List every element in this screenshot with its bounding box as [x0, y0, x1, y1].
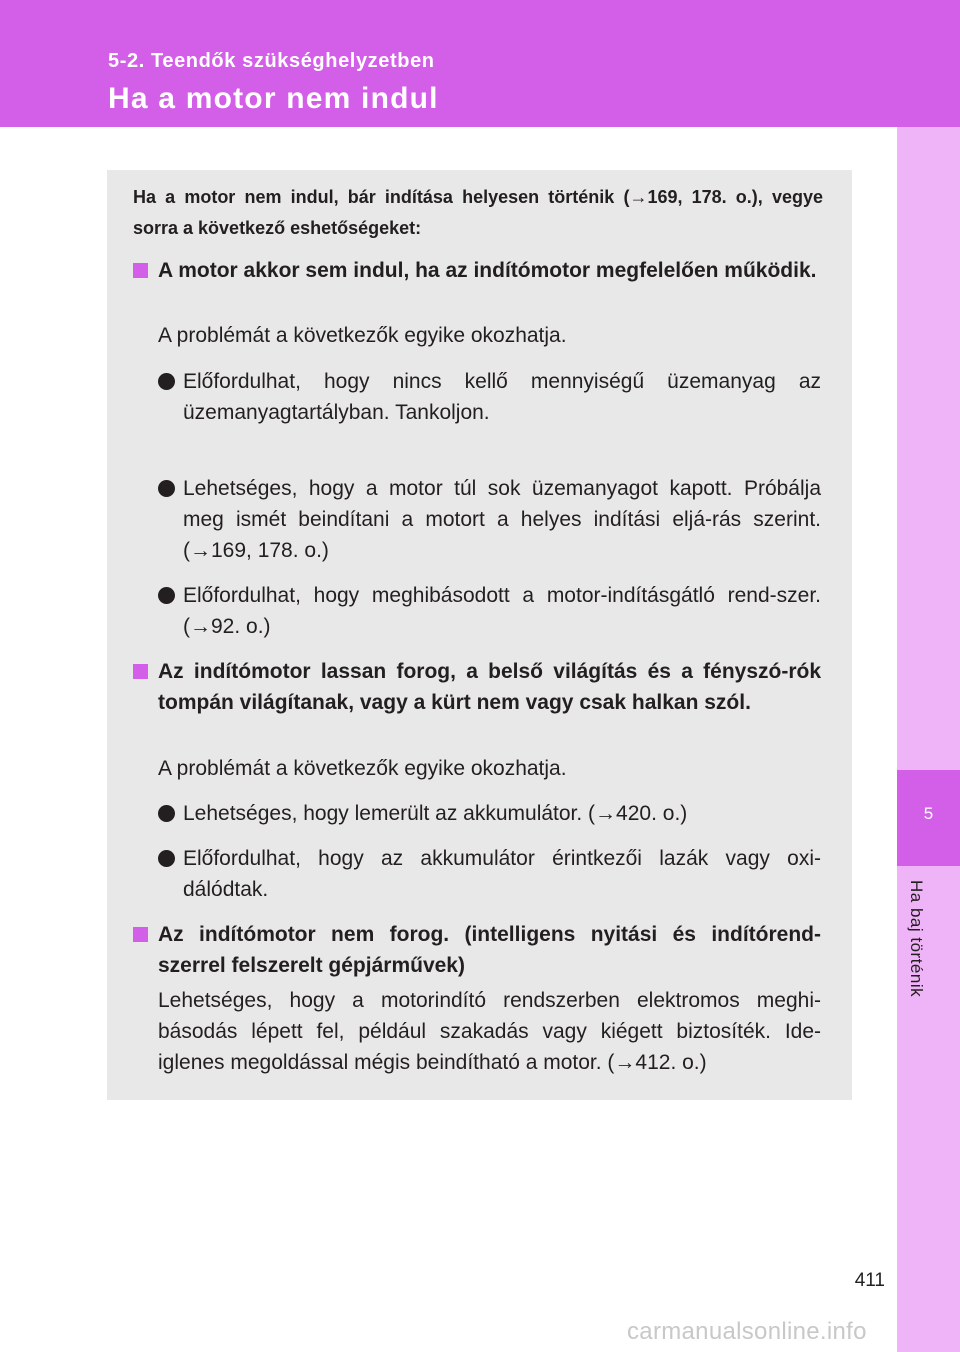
square-bullet-icon: [133, 927, 148, 942]
list-item-text: Lehetséges, hogy lemerült az akkumulátor. (→420. o.): [183, 802, 688, 825]
section-heading-text: Az indítómotor nem forog. (intelligens nyitási és indítórend-szerrel felszerelt gépjárművek): [158, 923, 821, 977]
intro-text: Ha a motor nem indul, bár indítása helyesen történik (→169, 178. o.), vegye sorra a következő eshetőségeket:: [133, 187, 823, 238]
section-heading-text: Az indítómotor lassan forog, a belső világítás és a fényszó-rók tompán világítanak, vagy a kürt nem vagy csak halkan szól.: [158, 660, 821, 714]
chapter-title: Ha baj történik: [907, 880, 926, 998]
square-bullet-icon: [133, 664, 148, 679]
chapter-tab[interactable]: [897, 770, 960, 866]
square-bullet-icon: [133, 263, 148, 278]
round-bullet-icon: [158, 850, 175, 867]
chapter-header: [0, 0, 960, 127]
page-number: 411: [854, 1270, 885, 1291]
round-bullet-icon: [158, 480, 175, 497]
list-item-text: Előfordulhat, hogy meghibásodott a motor-indításgátló rend-szer. (→92. o.): [183, 584, 821, 638]
section-body: Lehetséges, hogy a motorindító rendszerben elektromos meghi-básodás lépett fel, például szakadás vagy kiégett biztosíték. Ide-iglenes megoldással mégis beindítható a motor. (→412. o.): [158, 989, 821, 1074]
round-bullet-icon: [158, 587, 175, 604]
watermark: carmanualsonline.info: [627, 1318, 867, 1345]
section-lead: A problémát a következők egyike okozhatja.: [158, 757, 567, 780]
chapter-number: 5: [923, 804, 934, 823]
section-label: 5-2. Teendők szükséghelyzetben: [108, 50, 435, 72]
section-heading-text: A motor akkor sem indul, ha az indítómotor megfelelően működik.: [158, 259, 817, 282]
section-lead: A problémát a következők egyike okozhatja.: [158, 324, 567, 347]
round-bullet-icon: [158, 373, 175, 390]
content-box: [107, 170, 852, 1100]
list-item-text: Előfordulhat, hogy nincs kellő mennyiségű üzemanyag az üzemanyagtartályban. Tankoljon.: [183, 370, 821, 424]
list-item-text: Lehetséges, hogy a motor túl sok üzemanyagot kapott. Próbálja meg ismét beindítani a motort a helyes indítási eljá-rás szerint. (→169, 178. o.): [183, 477, 821, 562]
side-strip: [897, 127, 960, 1352]
round-bullet-icon: [158, 805, 175, 822]
list-item-text: Előfordulhat, hogy az akkumulátor érintkezői lazák vagy oxi-dálódtak.: [183, 847, 821, 901]
page-title: Ha a motor nem indul: [108, 82, 439, 115]
